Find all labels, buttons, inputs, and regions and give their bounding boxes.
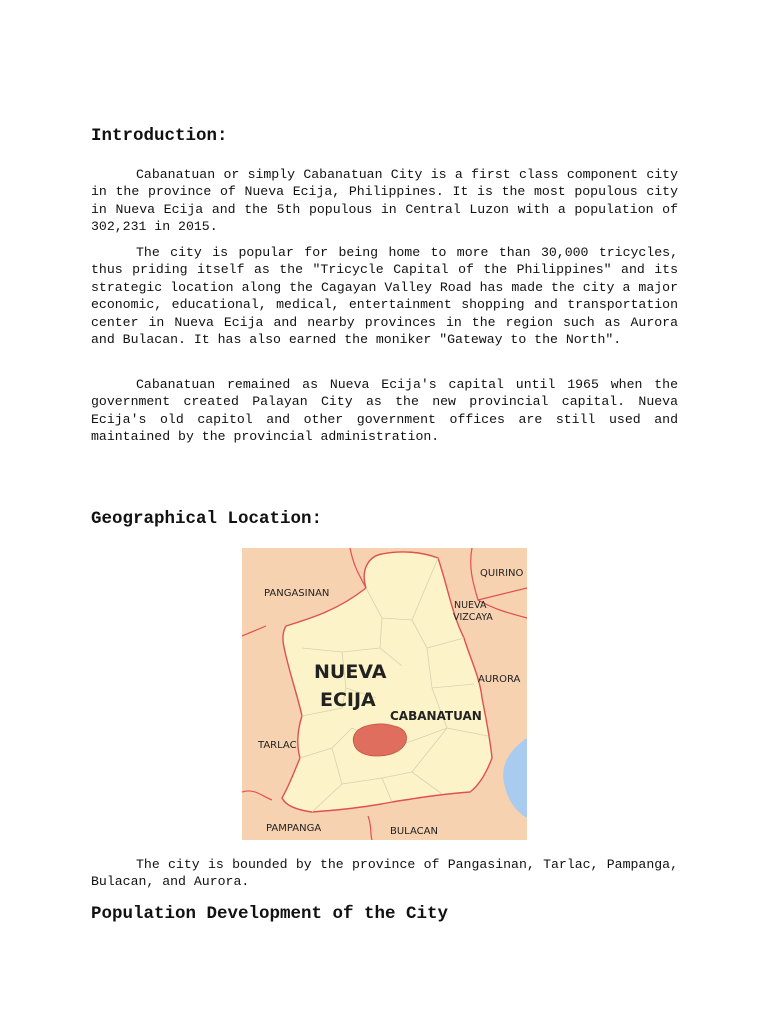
pampanga-label: PAMPANGA: [266, 823, 322, 834]
intro-paragraph-2: The city is popular for being home to more than 30,000 tricycles, thus priding itself as the "Tricycle Capital of the Philippines" and its strategic location along the Cagayan Valley Road has made the city a major economic, educational, medical, entertainment shopping and transportation center in Nueva Ecija and nearby provinces in the region such as Aurora and Bulacan. It has also earned the moniker "Gateway to the North".: [91, 245, 678, 348]
bulacan-label: BULACAN: [390, 826, 438, 837]
intro-paragraph-3: Cabanatuan remained as Nueva Ecija's capital until 1965 when the government created Palayan City as the new provincial capital. Nueva Ecija's old capitol and other government offices are still used and maintained by the provincial administration.: [91, 377, 678, 445]
quirino-label: QUIRINO: [480, 568, 524, 579]
aurora-label: AURORA: [478, 674, 521, 685]
map-graphic: [242, 548, 527, 840]
population-heading: Population Development of the City: [91, 904, 449, 924]
cabanatuan-label: CABANATUAN: [390, 709, 482, 723]
bounded-paragraph: The city is bounded by the province of Pangasinan, Tarlac, Pampanga, Bulacan, and Aurora.: [91, 857, 678, 890]
pangasinan-label: PANGASINAN: [264, 588, 330, 599]
nueva-ecija-label-1: NUEVA: [314, 661, 387, 683]
tarlac-label: TARLAC: [258, 740, 297, 751]
nueva-vizcaya-label-1: NUEVA: [454, 600, 487, 611]
nueva-vizcaya-label-2: VIZCAYA: [453, 612, 493, 623]
introduction-heading: Introduction:: [91, 126, 228, 146]
cabanatuan-highlight: [353, 724, 406, 756]
intro-paragraph-1: Cabanatuan or simply Cabanatuan City is a first class component city in the province of Nueva Ecija, Philippines. It is the most populous city in Nueva Ecija and the 5th populous in Central Luzon with a population of 302,231 in 2015.: [91, 167, 678, 235]
nueva-ecija-map: [242, 548, 527, 840]
nueva-ecija-label-2: ECIJA: [320, 689, 376, 711]
geographical-location-heading: Geographical Location:: [91, 509, 323, 529]
